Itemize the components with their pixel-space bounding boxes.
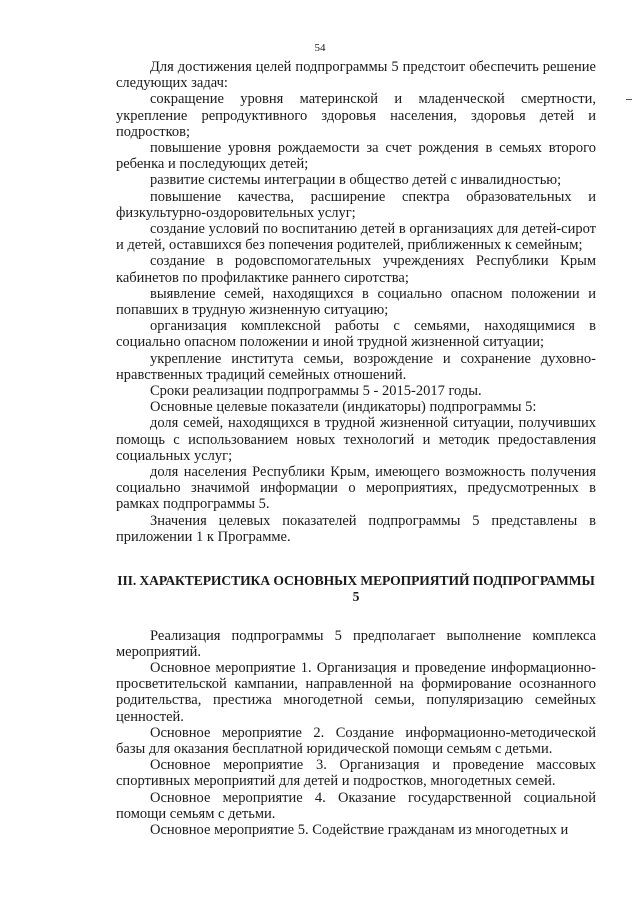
document-body	[116, 59, 596, 838]
paragraph: повышение качества, расширение спектра образовательных и физкультурно-оздоровительных услуг;	[116, 188, 596, 221]
paragraph: Основное мероприятие 3. Организация и проведение массовых спортивных мероприятий для детей и подростков, многодетных семей.	[116, 757, 596, 790]
paragraph: развитие системы интеграции в общество детей с инвалидностью;	[150, 172, 562, 189]
paragraph: Основное мероприятие 2. Создание информационно-методической базы для оказания бесплатной юридической помощи семьям с детьми.	[116, 724, 596, 757]
paragraph: сокращение уровня материнской и младенческой смертности, укрепление репродуктивного здоровья населения, здоровья детей и подростков;	[116, 91, 596, 140]
page-number: 54	[314, 42, 326, 54]
paragraph: Основное мероприятие 1. Организация и проведение информационно-просветительской кампании, направленной на формирование осознанного родительства, престижа многодетной семьи, популяризацию семейных ценностей.	[116, 659, 596, 725]
paragraph: Для достижения целей подпрограммы 5 предстоит обеспечить решение следующих задач:	[116, 59, 596, 92]
paragraph: доля населения Республики Крым, имеющего возможность получения социально значимой информации о мероприятиях, предусмотренных в рамках подпрограммы 5.	[116, 464, 596, 513]
paragraph: Значения целевых показателей подпрограммы 5 представлены в приложении 1 к Программе.	[116, 512, 596, 545]
paragraph: Сроки реализации подпрограммы 5 - 2015-2017 годы.	[150, 383, 482, 400]
paragraph: организация комплексной работы с семьями, находящимися в социально опасном положении и иной трудной жизненной ситуации;	[116, 318, 596, 351]
paragraph: Реализация подпрограммы 5 предполагает выполнение комплекса мероприятий.	[116, 627, 596, 660]
paragraph: Основные целевые показатели (индикаторы) подпрограммы 5:	[150, 399, 537, 416]
paragraph: укрепление института семьи, возрождение и сохранение духовно-нравственных традиций семейных отношений.	[116, 350, 596, 383]
paragraph: создание условий по воспитанию детей в организациях для детей-сирот и детей, оставшихся без попечения родителей, приближенных к семейным;	[116, 221, 596, 254]
paragraph: Основное мероприятие 5. Содействие гражданам из многодетных и	[150, 821, 569, 838]
scan-mark	[626, 99, 632, 100]
paragraph: повышение уровня рождаемости за счет рождения в семьях второго ребенка и последующих детей;	[116, 140, 596, 173]
paragraph: доля семей, находящихся в трудной жизненной ситуации, получивших помощь с использованием новых технологий и методик предоставления социальных услуг;	[116, 415, 596, 464]
paragraph: создание в родовспомогательных учреждениях Республики Крым кабинетов по профилактике раннего сиротства;	[116, 253, 596, 286]
paragraph: Основное мероприятие 4. Оказание государственной социальной помощи семьям с детьми.	[116, 789, 596, 822]
section-heading: III. ХАРАКТЕРИСТИКА ОСНОВНЫХ МЕРОПРИЯТИЙ ПОДПРОГРАММЫ 5	[117, 573, 595, 605]
paragraph: выявление семей, находящихся в социально опасном положении и попавших в трудную жизненную ситуацию;	[116, 285, 596, 319]
